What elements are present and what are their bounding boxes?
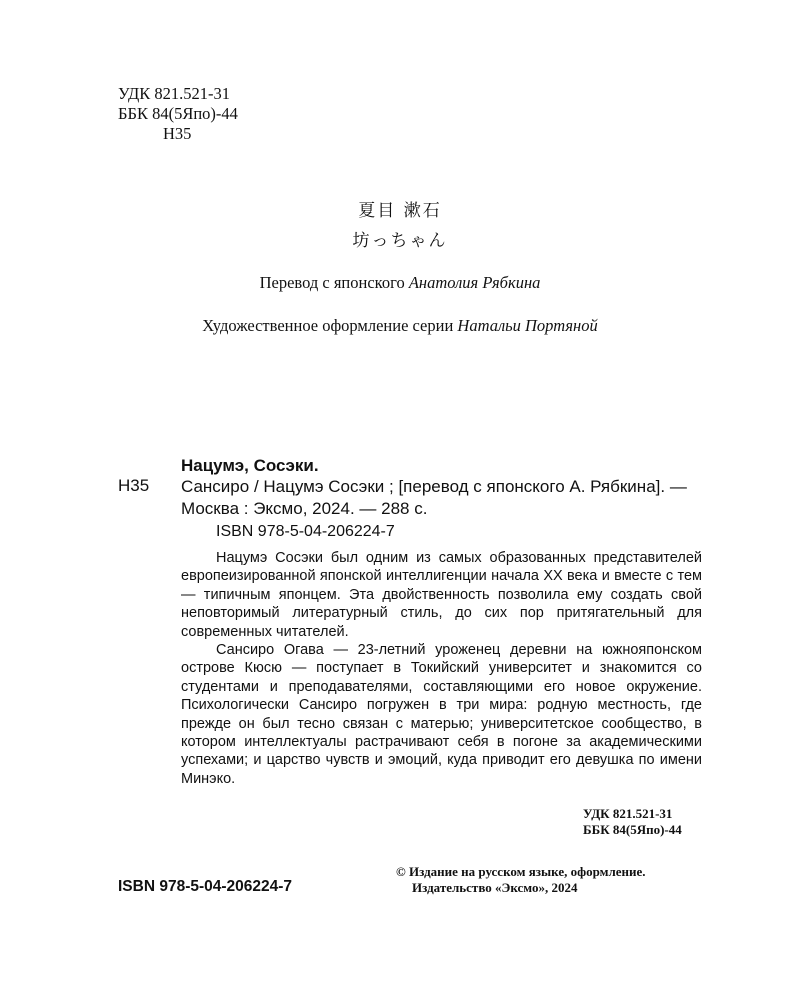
bibliography-isbn: ISBN 978-5-04-206224-7 <box>216 523 395 540</box>
original-title-japanese: 坊っちゃん <box>352 231 448 251</box>
footer-udk-code: УДК 821.521-31 <box>583 806 673 821</box>
designer-name: Натальи Портяной <box>457 316 598 335</box>
original-author-japanese: 夏目 漱石 <box>358 201 442 221</box>
copyright-line-1: © Издание на русском языке, оформление. <box>396 864 646 879</box>
design-prefix: Художественное оформление серии <box>202 316 454 335</box>
author-mark: Н35 <box>163 124 192 143</box>
bbk-code: ББК 84(5Япо)-44 <box>118 104 238 123</box>
bibliography-author-heading: Нацумэ, Сосэки. <box>181 456 319 475</box>
design-credit <box>0 316 800 336</box>
footer-classification-codes <box>583 806 682 838</box>
copyright-line-2: Издательство «Эксмо», 2024 <box>412 880 578 895</box>
translation-credit <box>0 273 800 293</box>
bibliography-description: Сансиро / Нацумэ Сосэки ; [перевод с японского А. Рябкина]. — Москва : Эксмо, 2024. — 288 с. <box>181 477 687 518</box>
translator-name: Анатолия Рябкина <box>408 273 541 292</box>
udk-code: УДК 821.521-31 <box>118 84 231 103</box>
classification-codes <box>118 84 238 144</box>
annotation-paragraph-2: Сансиро Огава — 23-летний уроженец деревни на южнояпонском острове Кюсю — поступает в Токийский университет и знакомится со студентами и преподавателями, составляющими его новое окружение. Психологически Сансиро погружен в три мира: родную местность, где прежде он был тесно связан с матерью; университетское сообщество, в котором интеллектуалы растрачивают себя в погоне за академическими успехами; и царство чувств и эмоций, куда приводит его девушка по имени Минэко. <box>181 642 702 787</box>
translation-prefix: Перевод с японского <box>259 273 405 292</box>
annotation-paragraph-1: Нацумэ Сосэки был одним из самых образованных представителей европеизированной японской интеллигенции начала XX века и вместе с тем — типичным японцем. Эта двойственность позволила ему создать свой неповторимый литературный стиль, до сих пор притягательный для современных читателей. <box>181 550 702 640</box>
footer-bbk-code: ББК 84(5Япо)-44 <box>583 822 682 837</box>
bibliography-author-mark: Н35 <box>118 476 150 495</box>
footer-isbn: ISBN 978-5-04-206224-7 <box>118 878 293 895</box>
copyright-notice <box>396 864 646 896</box>
annotation <box>181 549 702 788</box>
